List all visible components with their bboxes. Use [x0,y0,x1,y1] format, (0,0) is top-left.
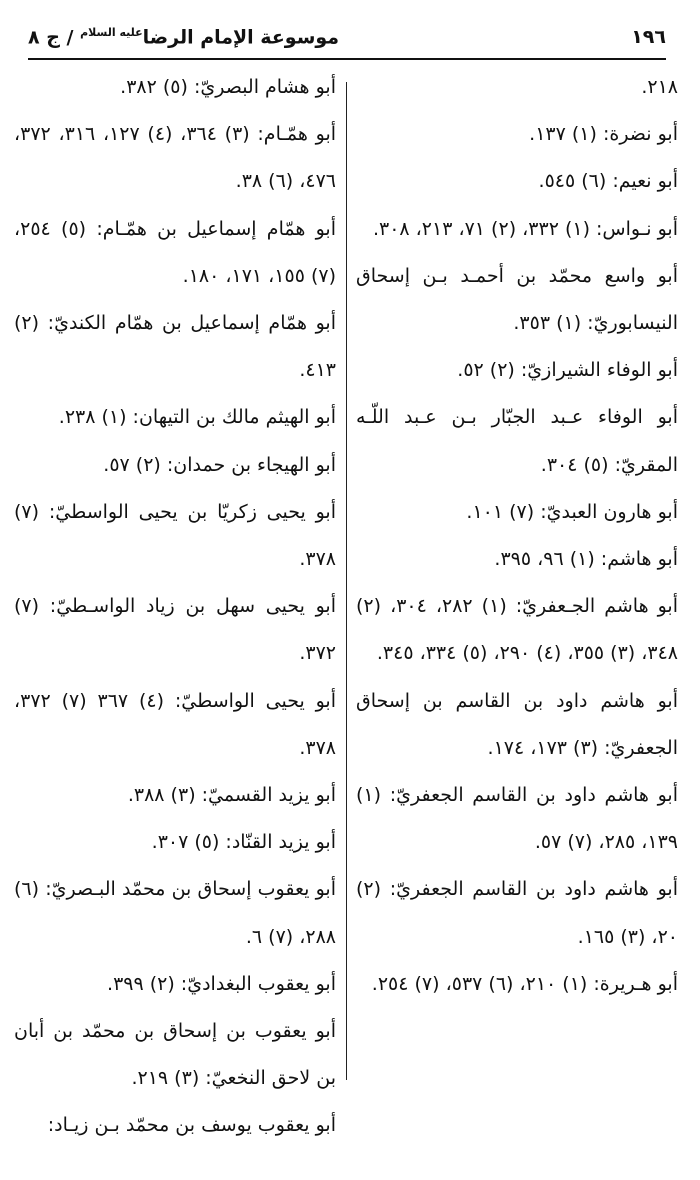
left-column [14,64,336,1150]
index-entry: أبو همّام إسماعيل بن همّـام: (٥) ٢٥٤، (٧) ١٥٥، ١٧١، ١٨٠. [14,217,336,287]
page-header [28,18,666,56]
index-entry: أبو هاشم داود بن القاسم بن إسحاق الجعفريّ: (٣) ١٧٣، ١٧٤. [356,689,678,759]
index-entry: أبو يزيد القسميّ: (٣) ٣٨٨. [127,784,336,807]
index-entry: أبو هاشم الجـعفريّ: (١) ٢٨٢، ٣٠٤، (٢) ٣٤٨، (٣) ٣٥٥، (٤) ٢٩٠، (٥) ٣٣٤، ٣٤٥. [356,595,679,665]
honorific: عليه السلام [80,25,143,39]
index-entry: أبو يحيى زكريّا بن يحيى الواسطيّ: (٧) ٣٧٨. [14,500,336,571]
index-entry: أبو هاشم داود بن القاسم الجعفريّ: (١) ١٣٩، ٢٨٥، (٧) ٥٧. [356,784,678,854]
index-entry: أبو يعقوب إسحاق بن محمّد البـصريّ: (٦) ٢٨٨، (٧) ٦. [14,878,336,948]
book-title: موسوعة الإمام الرضا [142,26,340,49]
index-entry: أبو نـواس: (١) ٣٣٢، (٢) ٧١، ٢١٣، ٣٠٨. [372,217,678,240]
index-entry: أبو نضرة: (١) ١٣٧. [529,123,678,146]
index-entry: أبو يعقوب يوسف بن محمّد بـن زيـاد: [47,1114,336,1137]
index-entry: أبو همّام إسماعيل بن همّام الكنديّ: (٢) ٤١٣. [14,312,336,382]
index-entry: أبو هارون العبديّ: (٧) ١٠١. [466,500,678,523]
index-entry: أبو يعقوب البغداديّ: (٢) ٣٩٩. [107,972,336,995]
header-rule [28,58,666,60]
index-entry: أبو يحيى الواسطيّ: (٤) ٣٦٧ (٧) ٣٧٢، ٣٧٨. [14,689,336,759]
index-entry: أبو الوفاء الشيرازيّ: (٢) ٥٢. [457,359,678,382]
index-entry: أبو هـريرة: (١) ٢١٠، (٦) ٥٣٧، (٧) ٢٥٤. [371,972,678,995]
index-entry: أبو يعقوب بن إسحاق بن محمّد بن أبان بن لاحق النخعيّ: (٣) ٢١٩. [14,1020,336,1090]
index-entry: أبو هشام البصريّ: (٥) ٣٨٢. [120,76,336,98]
running-title [28,26,339,48]
index-entry: أبو الوفاء عـبد الجبّار بـن عـبد اللّـه المقريّ: (٥) ٣٠٤. [356,406,678,476]
right-column [356,64,678,1008]
index-entry: أبو واسع محمّد بن أحمـد بـن إسحاق النيسابوريّ: (١) ٣٥٣. [356,264,678,335]
page-number: ١٩٦ [631,26,666,48]
volume-number: / ج ٨ [28,26,74,49]
index-entry: أبو الهيثم مالك بن التيهان: (١) ٢٣٨. [58,406,336,429]
column-divider [346,82,347,1080]
index-entry: ٢١٨. [641,76,678,98]
index-entry: أبو الهيجاء بن حمدان: (٢) ٥٧. [103,453,336,476]
index-entry: أبو نعيم: (٦) ٥٤٥. [538,170,678,193]
index-entry: أبو هاشم داود بن القاسم الجعفريّ: (٢) ٢٠، (٣) ١٦٥. [356,878,678,948]
index-entry: أبو يزيد القنّاد: (٥) ٣٠٧. [151,831,336,854]
index-entry: أبو هاشم: (١) ٩٦، ٣٩٥. [494,548,678,571]
index-entry: أبو همّـام: (٣) ٣٦٤، (٤) ١٢٧، ٣١٦، ٣٧٢، ٤٧٦، (٦) ٣٨. [14,123,337,193]
index-entry: أبو يحيى سهل بن زياد الواسـطيّ: (٧) ٣٧٢. [14,595,336,665]
